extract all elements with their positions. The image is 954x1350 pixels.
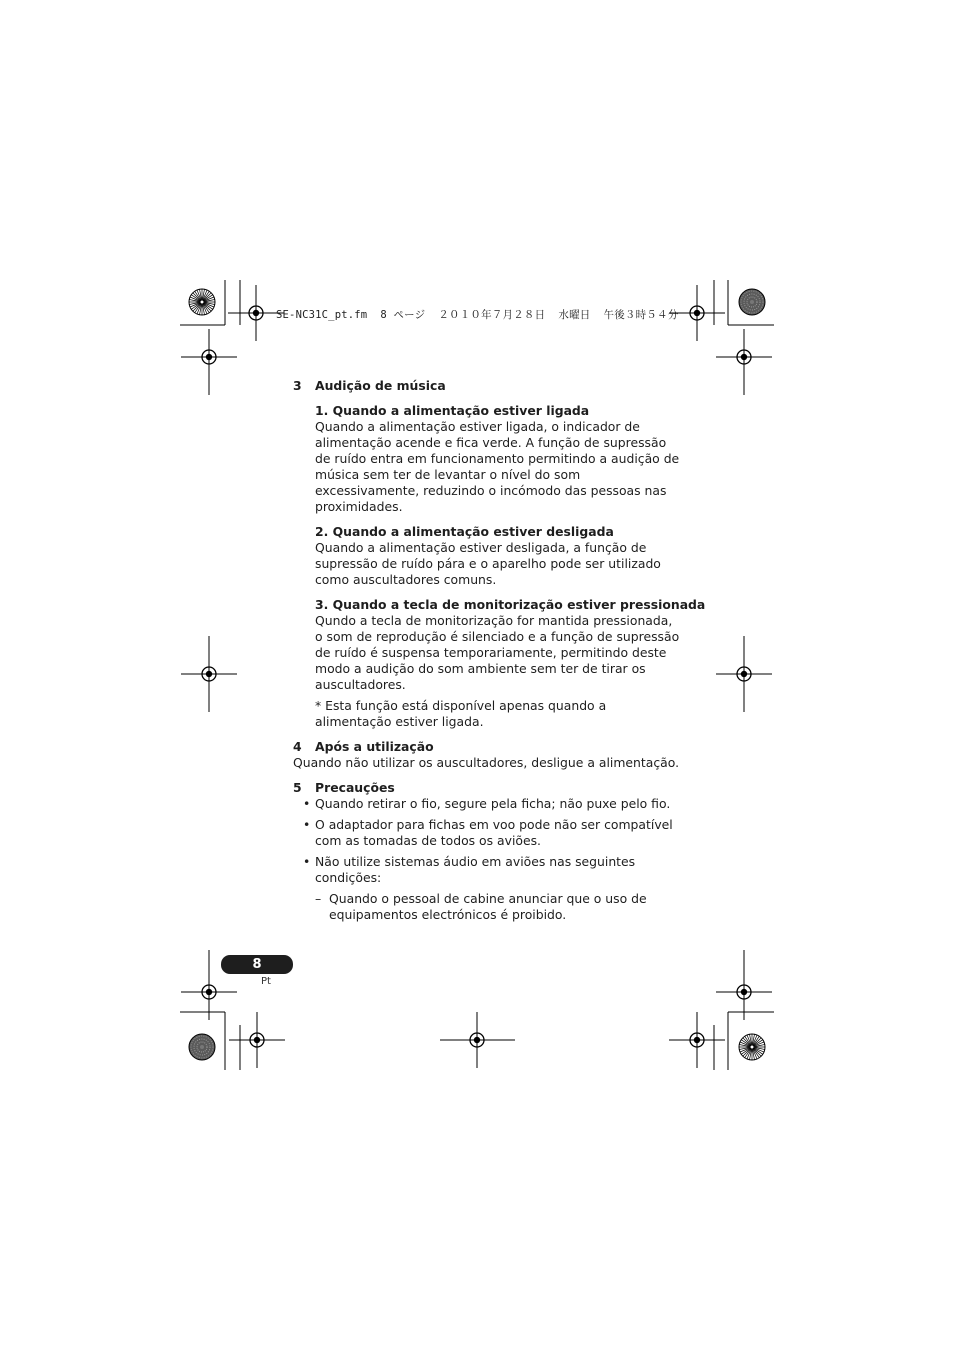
- section-heading: [293, 378, 683, 394]
- page-number: 8: [221, 955, 293, 974]
- bullet-icon: •: [303, 796, 311, 811]
- section-3: [293, 378, 706, 730]
- section-heading: [293, 780, 683, 796]
- section-title: Audição de música: [315, 378, 446, 393]
- list-item: • Não utilize sistemas áudio em aviões nas seguintes condições:: [303, 854, 636, 885]
- subsection-text: Quando a alimentação estiver ligada, o indicador de alimentação acende e fica verde. A função de supressão de ruído entra em funcionamento permitindo a audição de música sem ter de levantar o nível do som excessivamente, reduzindo o incómodo das pessoas nas proximidades.: [315, 419, 680, 514]
- document-body: [293, 378, 706, 923]
- subsection-power-on: [315, 403, 683, 515]
- subsection-text: Qundo a tecla de monitorização for mantida pressionada, o som de reprodução é silenciado e a função de supressão de ruído é suspensa temporariamente, permitindo deste modo a audição do som ambiente sem ter de tirar os auscultadores.: [315, 613, 680, 692]
- section-number: 4: [293, 739, 302, 754]
- section-text: Quando não utilizar os auscultadores, desligue a alimentação.: [293, 755, 680, 770]
- subsection-power-off: [315, 524, 683, 588]
- section-4: [293, 739, 683, 771]
- footnote: * Esta função está disponível apenas quando a alimentação estiver ligada.: [315, 698, 607, 729]
- slug-line: SE-NC31C_pt.fm 8 ページ ２０１０年７月２８日 水曜日 午後３時５４分: [276, 309, 679, 321]
- subsection-text: Quando a alimentação estiver desligada, a função de supressão de ruído pára e o aparelho pode ser utilizado como auscultadores comuns.: [315, 540, 661, 587]
- dash-icon: –: [315, 891, 322, 906]
- subsection-title: 2. Quando a alimentação estiver desligada: [315, 524, 614, 539]
- subsection-title: 3. Quando a tecla de monitorização estiver pressionada: [315, 597, 706, 612]
- bullet-icon: •: [303, 817, 311, 832]
- bullet-icon: •: [303, 854, 311, 869]
- language-code: Pt: [261, 976, 271, 987]
- section-number: 3: [293, 378, 302, 393]
- section-title: Precauções: [315, 780, 395, 795]
- section-title: Após a utilização: [315, 739, 434, 754]
- subsection-title: 1. Quando a alimentação estiver ligada: [315, 403, 590, 418]
- list-item: • Quando retirar o fio, segure pela ficha; não puxe pelo fio.: [303, 796, 671, 811]
- precautions-list: [303, 796, 683, 886]
- subsection-monitor-key: [315, 597, 706, 730]
- list-item: • O adaptador para fichas em voo pode não ser compatível com as tomadas de todos os aviões.: [303, 817, 673, 848]
- section-5: [293, 780, 683, 923]
- sub-list-item: – Quando o pessoal de cabine anunciar que o uso de equipamentos electrónicos é proibido.: [315, 891, 647, 922]
- section-number: 5: [293, 780, 302, 795]
- section-heading: [293, 739, 683, 755]
